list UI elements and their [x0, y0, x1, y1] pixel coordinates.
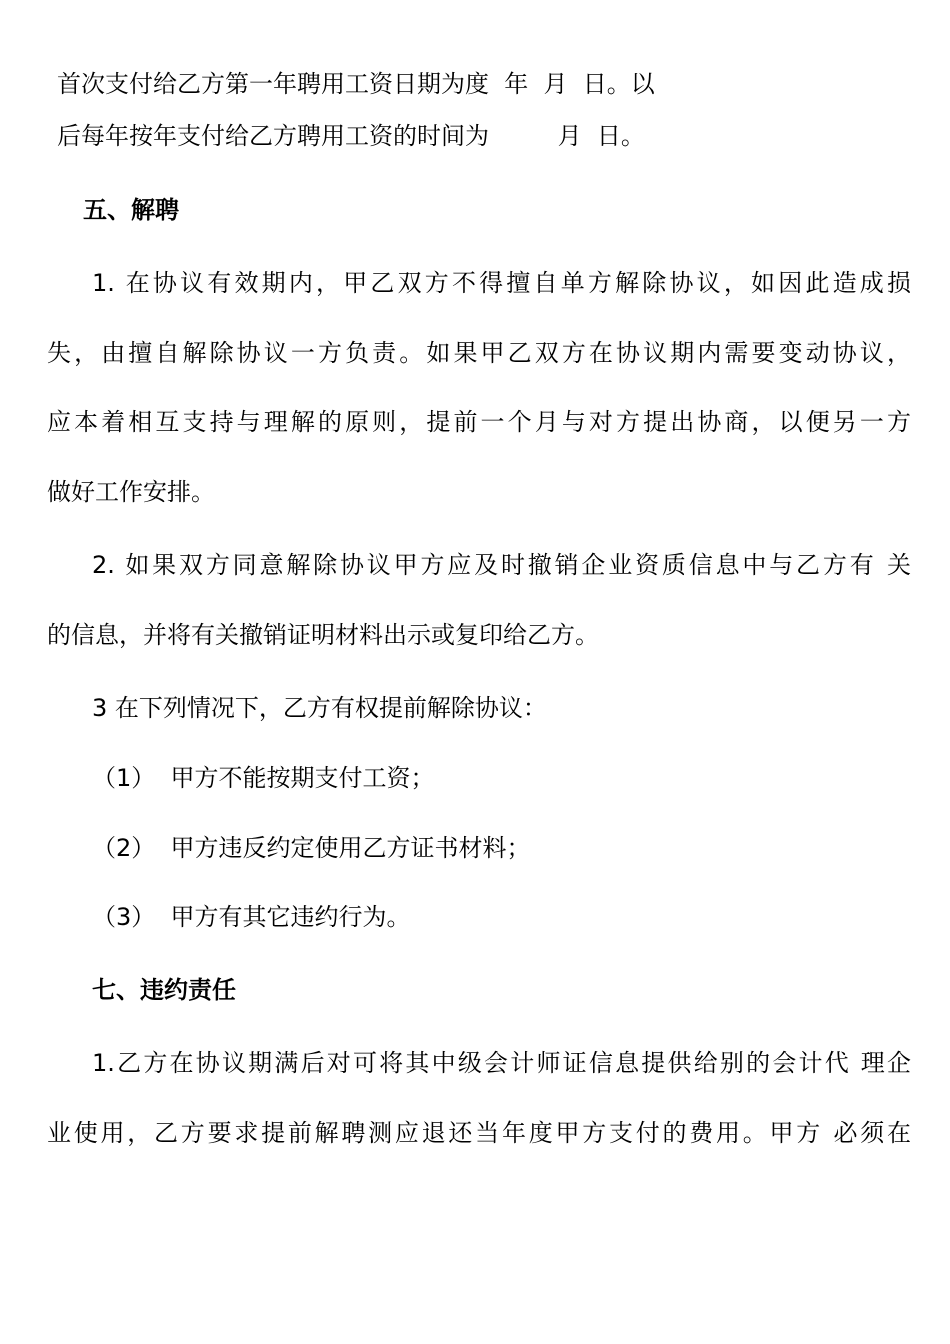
section-heading-breach: 七、违约责任 [92, 976, 236, 1004]
breach-clause-line-1: 1.乙方在协议期满后对可将其中级会计师证信息提供给别的会计代 理企 [92, 1049, 911, 1077]
clause-1-line-1: 1. 在协议有效期内，甲乙双方不得擅自单方解除协议，如因此造成损 [92, 269, 911, 297]
payment-date-line-1: 首次支付给乙方第一年聘用工资日期为度 年 月 日。以 [57, 70, 655, 98]
list-item-2: （2） 甲方违反约定使用乙方证书材料； [92, 834, 531, 862]
breach-clause-line-2: 业使用，乙方要求提前解聘测应退还当年度甲方支付的费用。甲方 必须在 [47, 1119, 911, 1147]
clause-2-line-2: 的信息，并将有关撤销证明材料出示或复印给乙方。 [47, 621, 599, 649]
section-heading-termination: 五、解聘 [83, 196, 179, 224]
clause-2-line-1: 2. 如果双方同意解除协议甲方应及时撤销企业资质信息中与乙方有 关 [92, 551, 911, 579]
payment-date-line-2: 后每年按年支付给乙方聘用工资的时间为 月 日。 [57, 122, 645, 150]
clause-1-line-2: 失，由擅自解除协议一方负责。如果甲乙双方在协议期内需要变动协议， [47, 339, 911, 367]
clause-3-intro: 3 在下列情况下，乙方有权提前解除协议： [92, 694, 547, 722]
clause-1-line-4: 做好工作安排。 [47, 478, 215, 506]
clause-1-line-3: 应本着相互支持与理解的原则，提前一个月与对方提出协商，以便另一方 [47, 408, 911, 436]
list-item-1: （1） 甲方不能按期支付工资； [92, 764, 435, 792]
list-item-3: （3） 甲方有其它违约行为。 [92, 903, 411, 931]
